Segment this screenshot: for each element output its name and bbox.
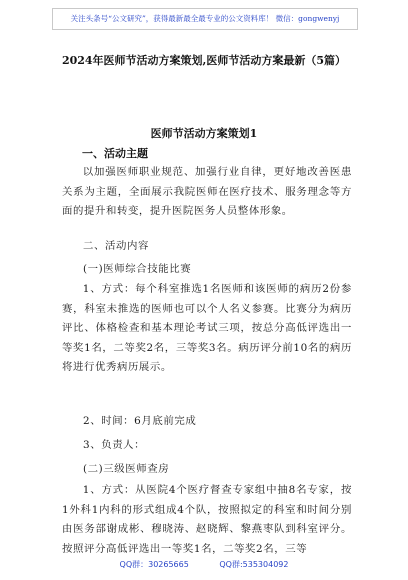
item-time: 2、时间：6月底前完成: [83, 415, 197, 427]
paragraph-rounds-method: 1、方式：从医院4个医疗督查专家组中抽8名专家，按1外科1内科的形式组成4个队，按照拟定的科室和时间分别由医务部谢成彬、穆晓涛、赵晓辉、黎燕枣队到科室评分。按照评分高低评选出一等奖1名，二等奖2名，三等: [62, 484, 352, 555]
paragraph-contest-method: 1、方式：每个科室推选1名医师和该医师的病历2份参赛，科室未推选的医师也可以个人名义参赛。比赛分为病历评比、体格检查和基本理论考试三项，按总分高低评选出一等奖1名，二等奖2名，三等奖3名。病历评分前10名的病历将进行优秀病历展示。: [62, 283, 352, 373]
heading-activity-content: 二、活动内容: [83, 240, 149, 252]
subheading-skills-contest: (一)医师综合技能比赛: [83, 263, 192, 275]
header-banner: 关注头条号“公文研究”，获得最新最全最专业的公文资料库！ 微信：gongwenyj: [52, 8, 358, 30]
heading-activity-theme: 一、活动主题: [82, 147, 148, 160]
footer-qq-1: QQ群：30265665: [119, 560, 189, 569]
subheading-ward-rounds: (二)三级医师查房: [83, 463, 170, 475]
section-title: 医师节活动方案策划1: [150, 127, 258, 140]
paragraph-theme: 以加强医师职业规范、加强行业自律，更好地改善医患关系为主题，全面展示我院医师在医疗技术、服务理念等方面的提升和转变，提升医院医务人员整体形象。: [62, 166, 352, 217]
document-title: 2024年医师节活动方案策划,医师节活动方案最新（5篇）: [61, 54, 347, 67]
footer-contacts: [0, 559, 408, 570]
item-owner: 3、负责人：: [83, 439, 146, 451]
footer-qq-2: QQ群:535304092: [219, 560, 289, 569]
